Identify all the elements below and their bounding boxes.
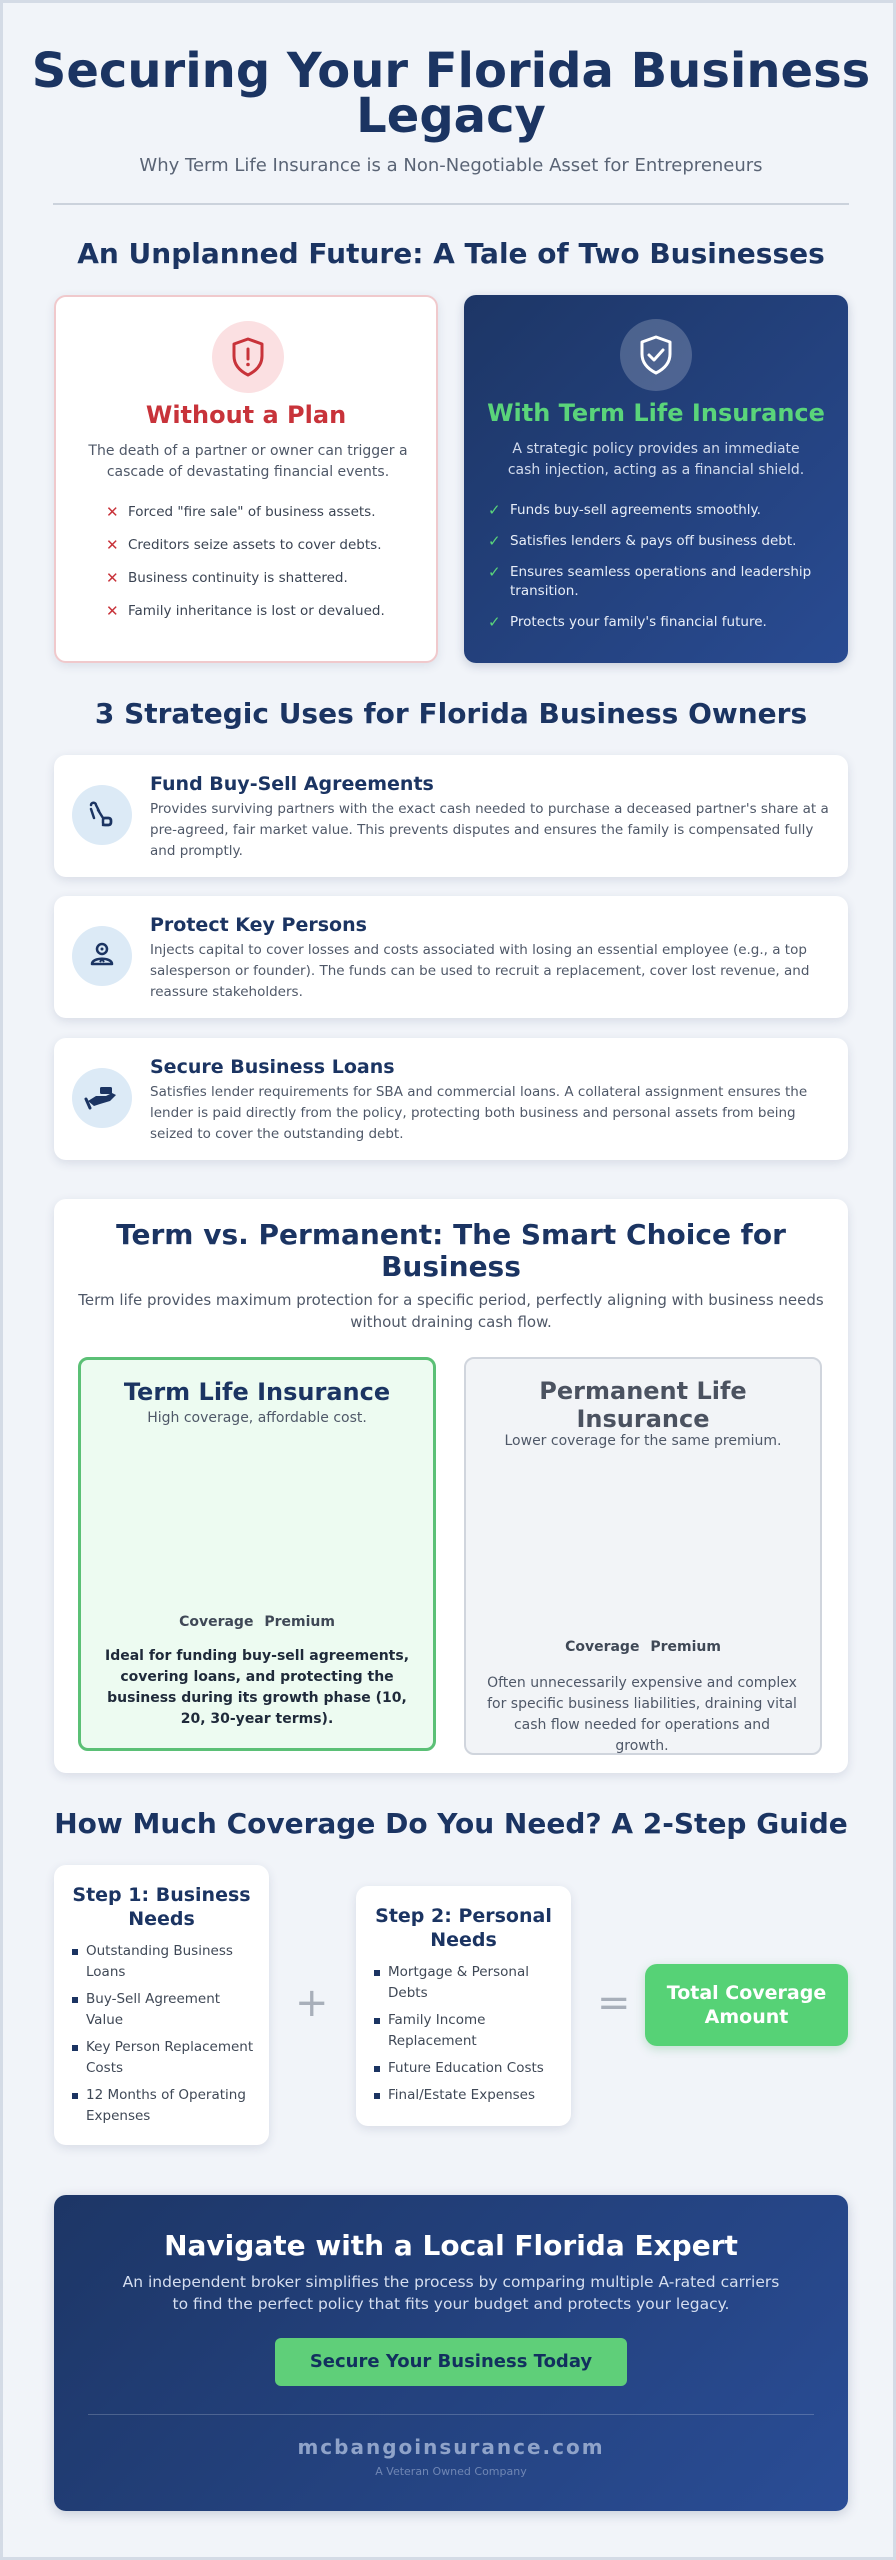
term-option-title: Term Life Insurance <box>123 1378 391 1406</box>
check-icon: ✓ <box>488 501 501 519</box>
cta-title: Navigate with a Local Florida Expert <box>164 2229 738 2262</box>
list-item: Mortgage & Personal Debts <box>372 1962 557 2004</box>
permanent-option-footer: Often unnecessarily expensive and complex for specific business liabilities, draining vital cash flow needed for operations and growth. <box>487 1675 797 1754</box>
term-bar-labels <box>81 1614 433 1630</box>
term-option-subtitle: High coverage, affordable cost. <box>147 1410 367 1426</box>
without-plan-card <box>54 295 438 663</box>
secure-business-button[interactable]: Secure Your Business Today <box>275 2338 627 2386</box>
term-vs-permanent-desc: Term life provides maximum protection for a specific period, perfectly aligning with business needs without draining cash flow. <box>78 1291 824 1331</box>
step1-card <box>54 1865 269 2145</box>
coverage-label: Coverage <box>179 1614 254 1630</box>
handshake-icon <box>72 785 132 845</box>
list-item: Future Education Costs <box>372 2058 557 2079</box>
permanent-option-subtitle: Lower coverage for the same premium. <box>504 1433 782 1449</box>
shield-alert-icon <box>212 321 284 393</box>
cta-desc: An independent broker simplifies the process by comparing multiple A-rated carriers to find the perfect policy that fits your budget and protects your legacy. <box>122 2273 780 2313</box>
list-item: ✓ Satisfies lenders & pays off business debt. <box>488 532 797 550</box>
use-card-buy-sell <box>54 755 848 877</box>
use-title: Protect Key Persons <box>150 914 367 936</box>
plus-sign: + <box>295 1980 329 2026</box>
without-plan-list <box>106 503 416 635</box>
use-desc: Satisfies lender requirements for SBA and commercial loans. A collateral assignment ensures the lender is paid directly from the policy, protecting both business and personal assets from being seized to cover the outstanding debt. <box>150 1084 808 1142</box>
use-desc: Injects capital to cover losses and costs associated with losing an essential employee (e.g., a top salesperson or founder). The funds can be used to recruit a replacement, cover lost revenue, and reassure stakeholders. <box>150 942 810 1000</box>
company-tagline: A Veteran Owned Company <box>375 2465 527 2478</box>
page-title: Securing Your Florida Business Legacy <box>31 43 871 144</box>
total-coverage-box: Total Coverage Amount <box>645 1964 848 2046</box>
list-item: Buy-Sell Agreement Value <box>70 1989 255 2031</box>
permanent-option-title: Permanent Life Insurance <box>539 1377 747 1433</box>
check-icon: ✓ <box>488 532 501 550</box>
list-item: Final/Estate Expenses <box>372 2085 557 2106</box>
hand-holding-money-icon <box>72 1068 132 1128</box>
list-item: ✕ Business continuity is shattered. <box>106 569 348 587</box>
equals-sign: = <box>597 1980 631 2026</box>
with-term-life-desc: A strategic policy provides an immediate cash injection, acting as a financial shield. <box>507 441 805 478</box>
use-card-business-loans <box>54 1038 848 1160</box>
list-item: Key Person Replacement Costs <box>70 2037 255 2079</box>
with-term-life-list <box>488 501 832 644</box>
website-link[interactable]: mcbangoinsurance.com <box>297 2435 605 2459</box>
premium-label: Premium <box>264 1614 335 1630</box>
with-term-life-title: With Term Life Insurance <box>487 399 825 427</box>
use-title: Secure Business Loans <box>150 1056 395 1078</box>
step2-title: Step 2: Personal Needs <box>375 1905 552 1951</box>
user-shield-icon <box>72 926 132 986</box>
use-desc: Provides surviving partners with the exact cash needed to purchase a deceased partner's share at a pre-agreed, fair market value. This prevents disputes and ensures the family is compensated fully and promptly. <box>150 801 829 859</box>
list-item: Family Income Replacement <box>372 2010 557 2052</box>
list-item: ✓ Protects your family's financial future. <box>488 613 767 631</box>
page-subtitle: Why Term Life Insurance is a Non-Negotiable Asset for Entrepreneurs <box>139 155 763 176</box>
cta-banner <box>54 2195 848 2511</box>
x-icon: ✕ <box>106 503 119 521</box>
with-term-life-card <box>464 295 848 663</box>
list-item: ✕ Creditors seize assets to cover debts. <box>106 536 382 554</box>
term-option-footer: Ideal for funding buy-sell agreements, covering loans, and protecting the business during its growth phase (10, 20, 30-year terms). <box>104 1648 410 1727</box>
step2-list <box>372 1962 557 2112</box>
permanent-option-card <box>464 1357 822 1755</box>
term-option-card <box>78 1357 436 1751</box>
list-item: Outstanding Business Loans <box>70 1941 255 1983</box>
uses-title: 3 Strategic Uses for Florida Business Owners <box>94 697 808 730</box>
list-item: 12 Months of Operating Expenses <box>70 2085 255 2127</box>
step2-card <box>356 1886 571 2126</box>
list-item: ✓ Funds buy-sell agreements smoothly. <box>488 501 761 519</box>
without-plan-title: Without a Plan <box>145 401 347 429</box>
permanent-bar-labels <box>466 1639 820 1655</box>
list-item: ✕ Family inheritance is lost or devalued. <box>106 602 385 620</box>
header-divider <box>53 203 849 205</box>
list-item: ✓ Ensures seamless operations and leadership transition. <box>488 563 812 599</box>
premium-label: Premium <box>650 1639 721 1655</box>
term-vs-permanent-title: Term vs. Permanent: The Smart Choice for Business <box>116 1218 786 1283</box>
guide-title: How Much Coverage Do You Need? A 2-Step Guide <box>54 1807 848 1840</box>
use-card-key-persons <box>54 896 848 1018</box>
shield-check-icon <box>620 319 692 391</box>
term-vs-permanent-card <box>54 1199 848 1773</box>
step1-title: Step 1: Business Needs <box>72 1884 251 1930</box>
comparison-title: An Unplanned Future: A Tale of Two Businesses <box>77 237 825 270</box>
x-icon: ✕ <box>106 536 119 554</box>
list-item: ✕ Forced "fire sale" of business assets. <box>106 503 376 521</box>
coverage-label: Coverage <box>565 1639 640 1655</box>
step1-list <box>70 1941 255 2133</box>
x-icon: ✕ <box>106 602 119 620</box>
without-plan-desc: The death of a partner or owner can trigger a cascade of devastating financial events. <box>88 443 408 480</box>
cta-divider <box>88 2414 814 2415</box>
x-icon: ✕ <box>106 569 119 587</box>
use-title: Fund Buy-Sell Agreements <box>150 773 434 795</box>
check-icon: ✓ <box>488 613 501 631</box>
check-icon: ✓ <box>488 563 501 581</box>
